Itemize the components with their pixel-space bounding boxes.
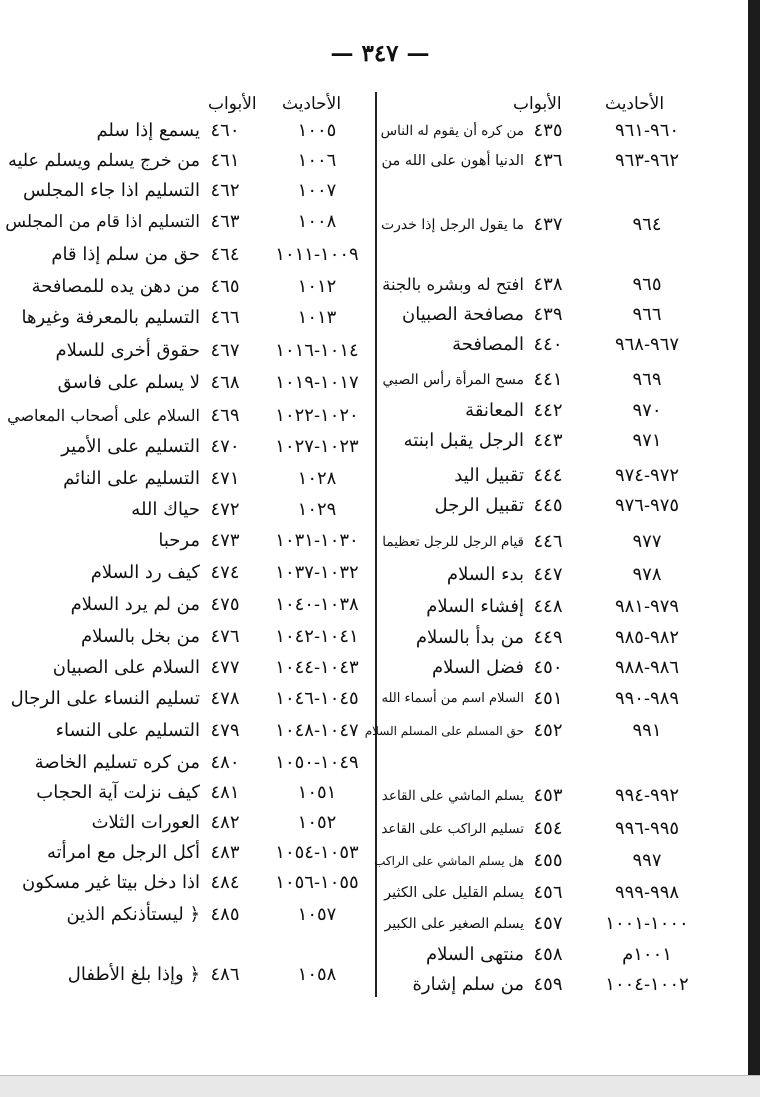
hadith-range: ١٠٥٨ bbox=[297, 964, 337, 985]
hadith-range: ١٠٥٣-١٠٥٤ bbox=[275, 842, 359, 863]
hadith-range: ١٠٤٩-١٠٥٠ bbox=[275, 752, 359, 773]
chapter-title: التسليم اذا جاء المجلس bbox=[22, 180, 200, 201]
hadith-range: ١٠٠٠-١٠٠١ bbox=[605, 913, 689, 934]
hadith-range: ١٠٤٧-١٠٤٨ bbox=[275, 720, 359, 741]
hadith-range: ١٠٥٢ bbox=[297, 812, 337, 833]
chapter-title: كيف رد السلام bbox=[90, 562, 200, 583]
chapter-number: ٤٥٧ bbox=[533, 913, 563, 934]
hadith-range: ٩٦٠-٩٦١ bbox=[614, 120, 680, 141]
chapter-number: ٤٣٩ bbox=[533, 304, 563, 325]
hadith-range: ٩٨٢-٩٨٥ bbox=[614, 627, 680, 648]
chapter-title: يسلم الصغير على الكبير bbox=[384, 916, 524, 932]
hadith-range: ٩٦٥ bbox=[632, 274, 662, 295]
page-number: — ٣٤٧ — bbox=[330, 40, 430, 67]
hadith-range: ١٠٠٩-١٠١١ bbox=[275, 244, 359, 265]
chapter-number: ٤٧٧ bbox=[210, 657, 240, 678]
hadith-range: ١٠٠٧ bbox=[297, 180, 337, 201]
chapter-number: ٤٤٤ bbox=[533, 465, 563, 486]
hadith-range: ١٠٣٠-١٠٣١ bbox=[275, 530, 359, 551]
chapter-title: اذا دخل بيتا غير مسكون bbox=[22, 872, 200, 893]
hadith-range: ١٠٥٥-١٠٥٦ bbox=[275, 872, 359, 893]
chapter-title: يسمع إذا سلم bbox=[96, 120, 200, 141]
hadith-range: ٩٦٧-٩٦٨ bbox=[614, 334, 680, 355]
chapter-title: من دهن يده للمصافحة bbox=[31, 276, 200, 297]
hadith-range: ٩٩٢-٩٩٤ bbox=[614, 785, 680, 806]
chapter-number: ٤٨٠ bbox=[210, 752, 240, 773]
chapter-number: ٤٧٩ bbox=[210, 720, 240, 741]
chapter-title: لا يسلم على فاسق bbox=[57, 372, 200, 393]
chapter-number: ٤٥٣ bbox=[533, 785, 563, 806]
right-header-ahadith: الأحاديث bbox=[605, 94, 665, 114]
hadith-range: ٩٧٨ bbox=[632, 564, 662, 585]
hadith-range: ١٠١٤-١٠١٦ bbox=[275, 340, 359, 361]
chapter-title: من لم يرد السلام bbox=[70, 594, 200, 615]
chapter-number: ٤٨١ bbox=[210, 782, 240, 803]
chapter-number: ٤٦٠ bbox=[210, 120, 240, 141]
chapter-title: ﴿ وإذا بلغ الأطفال bbox=[67, 964, 200, 985]
hadith-range: ١٠٥١ bbox=[297, 782, 337, 803]
chapter-title: منتهى السلام bbox=[426, 944, 524, 965]
chapter-number: ٤٤١ bbox=[533, 369, 563, 390]
hadith-range: ١٠٣٢-١٠٣٧ bbox=[275, 562, 359, 583]
hadith-range: ٩٩٧ bbox=[632, 850, 662, 871]
chapter-title: هل يسلم الماشي على الراكب bbox=[374, 854, 524, 868]
chapter-number: ٤٧١ bbox=[210, 468, 240, 489]
chapter-number: ٤٥٤ bbox=[533, 818, 563, 839]
chapter-title: من كره أن يقوم له الناس bbox=[380, 123, 524, 139]
chapter-number: ٤٦٦ bbox=[210, 307, 240, 328]
index-row bbox=[0, 592, 760, 618]
hadith-range: ٩٦٤ bbox=[632, 214, 662, 235]
hadith-range: ١٠١٣ bbox=[297, 307, 337, 328]
index-row bbox=[0, 624, 760, 650]
index-row bbox=[0, 902, 760, 928]
index-row bbox=[0, 655, 760, 681]
chapter-number: ٤٦٧ bbox=[210, 340, 240, 361]
chapter-number: ٤٥٥ bbox=[533, 850, 563, 871]
index-row bbox=[0, 962, 760, 988]
index-row bbox=[0, 274, 760, 300]
chapter-number: ٤٦٨ bbox=[210, 372, 240, 393]
index-row bbox=[0, 242, 760, 268]
chapter-number: ٤٣٨ bbox=[533, 274, 563, 295]
chapter-title: التسليم بالمعرفة وغيرها bbox=[21, 307, 200, 328]
chapter-number: ٤٨٦ bbox=[210, 964, 240, 985]
hadith-range: ١٠٥٧ bbox=[297, 904, 337, 925]
hadith-range: ١٠١٧-١٠١٩ bbox=[275, 372, 359, 393]
index-row bbox=[0, 434, 760, 460]
chapter-title: يسلم الماشي على القاعد bbox=[381, 788, 524, 804]
chapter-number: ٤٥٠ bbox=[533, 657, 563, 678]
chapter-number: ٤٤٨ bbox=[533, 596, 563, 617]
chapter-number: ٤٣٥ bbox=[533, 120, 563, 141]
index-row bbox=[0, 686, 760, 712]
chapter-title: ﴿ ليستأذنكم الذين bbox=[66, 904, 200, 925]
chapter-number: ٤٦٤ bbox=[210, 244, 240, 265]
chapter-number: ٤٧٠ bbox=[210, 436, 240, 457]
chapter-title: مصافحة الصبيان bbox=[402, 304, 524, 325]
chapter-title: من خرج يسلم ويسلم عليه bbox=[8, 151, 200, 171]
chapter-title: من بخل بالسلام bbox=[81, 626, 200, 647]
index-row bbox=[0, 305, 760, 331]
chapter-number: ٤٣٦ bbox=[533, 150, 563, 171]
chapter-title: الدنيا أهون على الله من bbox=[381, 153, 524, 169]
chapter-title: التسليم اذا قام من المجلس bbox=[5, 212, 200, 232]
chapter-number: ٤٧٢ bbox=[210, 499, 240, 520]
chapter-title: إفشاء السلام bbox=[426, 596, 524, 617]
index-row bbox=[0, 780, 760, 806]
chapter-number: ٤٥٦ bbox=[533, 882, 563, 903]
hadith-range: ٩٧٠ bbox=[632, 400, 662, 421]
index-row bbox=[0, 466, 760, 492]
chapter-number: ٤٨٥ bbox=[210, 904, 240, 925]
chapter-title: العورات الثلاث bbox=[91, 812, 200, 833]
left-header-abwab: الأبواب bbox=[208, 94, 257, 114]
chapter-number: ٤٨٤ bbox=[210, 872, 240, 893]
chapter-title: التسليم على الأمير bbox=[61, 436, 200, 457]
hadith-range: ١٠٢٩ bbox=[297, 499, 337, 520]
hadith-range: ٩٦٢-٩٦٣ bbox=[614, 150, 680, 171]
index-row bbox=[0, 870, 760, 896]
chapter-title: تسليم النساء على الرجال bbox=[10, 688, 200, 709]
chapter-number: ٤٣٧ bbox=[533, 214, 563, 235]
hadith-range: ١٠٢٨ bbox=[297, 468, 337, 489]
hadith-range: ١٠٤٥-١٠٤٦ bbox=[275, 688, 359, 709]
chapter-title: يسلم القليل على الكثير bbox=[384, 885, 524, 901]
left-header-ahadith: الأحاديث bbox=[282, 94, 342, 114]
index-row bbox=[0, 370, 760, 396]
chapter-number: ٤٥٩ bbox=[533, 974, 563, 995]
index-row bbox=[0, 840, 760, 866]
chapter-title: افتح له وبشره بالجنة bbox=[382, 275, 524, 294]
hadith-range: ٩٩١ bbox=[632, 720, 662, 741]
hadith-range: ١٠٠٢-١٠٠٤ bbox=[605, 974, 689, 995]
chapter-number: ٤٤٧ bbox=[533, 564, 563, 585]
hadith-range: ٩٩٥-٩٩٦ bbox=[614, 818, 680, 839]
index-row bbox=[0, 209, 760, 235]
chapter-number: ٤٦٢ bbox=[210, 180, 240, 201]
hadith-range: ٩٩٨-٩٩٩ bbox=[614, 882, 680, 903]
chapter-number: ٤٤٦ bbox=[533, 531, 563, 552]
chapter-number: ٤٥٨ bbox=[533, 944, 563, 965]
chapter-number: ٤٧٦ bbox=[210, 626, 240, 647]
chapter-title: التسليم على النائم bbox=[63, 468, 200, 489]
chapter-title: السلام على الصبيان bbox=[52, 657, 200, 678]
chapter-title: فضل السلام bbox=[432, 657, 524, 678]
hadith-range: ١٠٢٣-١٠٢٧ bbox=[275, 436, 359, 457]
index-row bbox=[0, 178, 760, 204]
chapter-title: الرجل يقبل ابنته bbox=[403, 430, 524, 451]
chapter-number: ٤٥٢ bbox=[533, 720, 563, 741]
hadith-range: ١٠٤٣-١٠٤٤ bbox=[275, 657, 359, 678]
chapter-title: من كره تسليم الخاصة bbox=[34, 752, 200, 773]
hadith-range: ١٠٣٨-١٠٤٠ bbox=[275, 594, 359, 615]
chapter-number: ٤٨٣ bbox=[210, 842, 240, 863]
chapter-number: ٤٦٩ bbox=[210, 405, 240, 426]
chapter-number: ٤٨٢ bbox=[210, 812, 240, 833]
index-row bbox=[0, 750, 760, 776]
chapter-title: من بدأ بالسلام bbox=[415, 627, 524, 648]
hadith-range: ٩٨٦-٩٨٨ bbox=[614, 657, 680, 678]
right-header-abwab: الأبواب bbox=[513, 94, 562, 114]
chapter-title: بدء السلام bbox=[446, 564, 524, 585]
chapter-number: ٤٥١ bbox=[533, 688, 563, 709]
chapter-title: التسليم على النساء bbox=[55, 720, 200, 741]
index-row bbox=[0, 718, 760, 744]
chapter-title: قيام الرجل للرجل تعظيما bbox=[382, 534, 524, 550]
chapter-number: ٤٧٥ bbox=[210, 594, 240, 615]
chapter-title: مرحبا bbox=[158, 530, 200, 551]
chapter-number: ٤٧٨ bbox=[210, 688, 240, 709]
chapter-number: ٤٤٣ bbox=[533, 430, 563, 451]
index-row bbox=[0, 148, 760, 174]
chapter-title: حقوق أخرى للسلام bbox=[55, 340, 200, 361]
chapter-number: ٤٤٩ bbox=[533, 627, 563, 648]
chapter-number: ٤٦٥ bbox=[210, 276, 240, 297]
chapter-title: ما يقول الرجل إذا خدرت bbox=[380, 217, 524, 233]
scan-bottom-border bbox=[0, 1075, 760, 1097]
chapter-title: من سلم إشارة bbox=[412, 974, 524, 995]
chapter-number: ٤٧٤ bbox=[210, 562, 240, 583]
chapter-title: تقبيل اليد bbox=[454, 465, 524, 486]
chapter-number: ٤٤٠ bbox=[533, 334, 563, 355]
hadith-range: ١٠٠٦ bbox=[297, 150, 337, 171]
index-row bbox=[0, 403, 760, 429]
chapter-title: السلام على أصحاب المعاصي bbox=[7, 406, 200, 425]
chapter-number: ٤٤٥ bbox=[533, 495, 563, 516]
chapter-number: ٤٤٢ bbox=[533, 400, 563, 421]
index-row bbox=[0, 810, 760, 836]
hadith-range: ١٠٤١-١٠٤٢ bbox=[275, 626, 359, 647]
hadith-range: ١٠٠١م bbox=[622, 944, 672, 965]
hadith-range: ١٠٠٨ bbox=[297, 211, 337, 232]
index-row bbox=[0, 560, 760, 586]
chapter-number: ٤٦٣ bbox=[210, 211, 240, 232]
chapter-title: تقبيل الرجل bbox=[434, 495, 524, 516]
index-row bbox=[0, 497, 760, 523]
hadith-range: ١٠٠٥ bbox=[297, 120, 337, 141]
chapter-title: حق من سلم إذا قام bbox=[51, 244, 200, 265]
chapter-title: كيف نزلت آية الحجاب bbox=[36, 782, 200, 803]
chapter-title: المصافحة bbox=[452, 334, 524, 355]
hadith-range: ٩٦٦ bbox=[632, 304, 662, 325]
hadith-range: ٩٧٩-٩٨١ bbox=[614, 596, 680, 617]
hadith-range: ١٠١٢ bbox=[297, 276, 337, 297]
hadith-range: ٩٧٥-٩٧٦ bbox=[614, 495, 680, 516]
chapter-title: السلام اسم من أسماء الله bbox=[381, 691, 524, 706]
chapter-title: حق المسلم على المسلم السلام bbox=[364, 724, 524, 738]
hadith-range: ٩٧٧ bbox=[632, 531, 662, 552]
index-row bbox=[0, 528, 760, 554]
chapter-title: حياك الله bbox=[131, 499, 200, 520]
hadith-range: ٩٨٩-٩٩٠ bbox=[614, 688, 680, 709]
hadith-range: ٩٧١ bbox=[632, 430, 662, 451]
index-row bbox=[0, 338, 760, 364]
chapter-title: تسليم الراكب على القاعد bbox=[381, 821, 524, 837]
chapter-number: ٤٧٣ bbox=[210, 530, 240, 551]
hadith-range: ١٠٢٠-١٠٢٢ bbox=[275, 405, 359, 426]
chapter-title: مسح المرأة رأس الصبي bbox=[382, 372, 524, 388]
index-row bbox=[0, 118, 760, 144]
hadith-range: ٩٧٢-٩٧٤ bbox=[614, 465, 680, 486]
chapter-title: أكل الرجل مع امرأته bbox=[47, 842, 200, 863]
hadith-range: ٩٦٩ bbox=[632, 369, 662, 390]
chapter-number: ٤٦١ bbox=[210, 150, 240, 171]
chapter-title: المعانقة bbox=[465, 400, 524, 421]
